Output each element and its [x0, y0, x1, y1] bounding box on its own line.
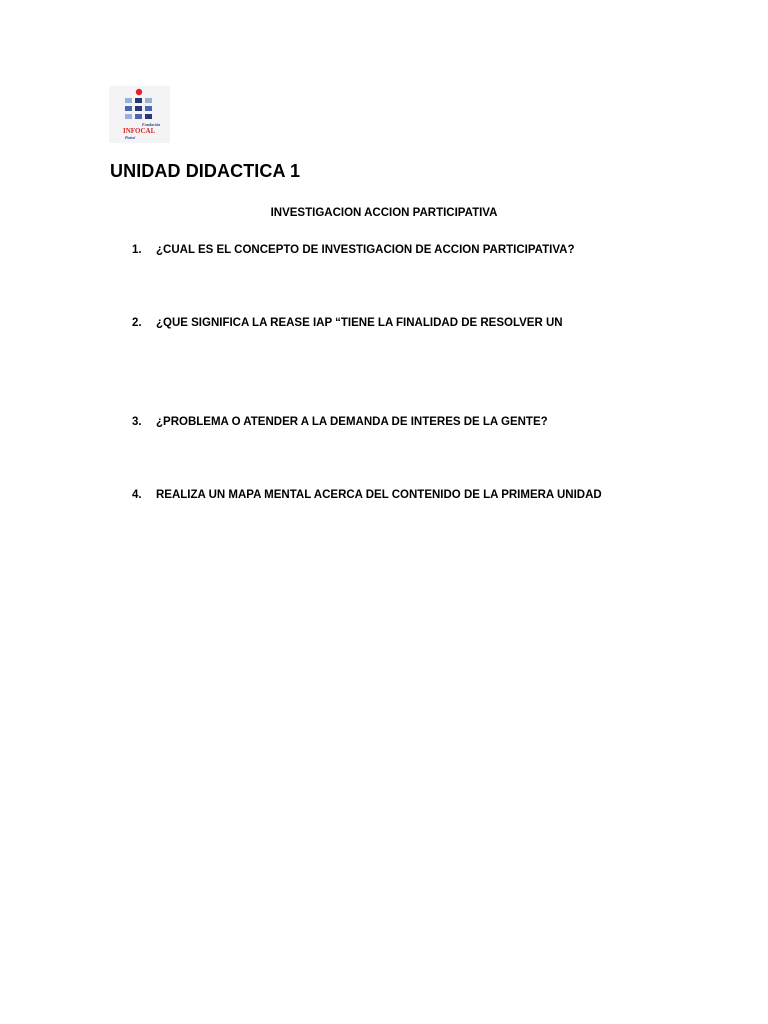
question-text: REALIZA UN MAPA MENTAL ACERCA DEL CONTENIDO DE LA PRIMERA UNIDAD: [156, 489, 602, 501]
logo-line-1: Fundación: [142, 122, 161, 127]
question-number: 3.: [132, 416, 142, 428]
question-number: 2.: [132, 317, 142, 329]
infocal-logo-graphic: [109, 86, 170, 143]
logo-line-2: INFOCAL: [123, 127, 156, 135]
question-item: [132, 489, 602, 501]
question-text: ¿CUAL ES EL CONCEPTO DE INVESTIGACION DE ACCION PARTICIPATIVA?: [156, 244, 575, 256]
question-number: 1.: [132, 244, 142, 256]
infocal-logo: [109, 86, 170, 143]
question-text: ¿PROBLEMA O ATENDER A LA DEMANDA DE INTERES DE LA GENTE?: [156, 416, 548, 428]
unit-heading: UNIDAD DIDACTICA 1: [110, 161, 301, 181]
question-number: 4.: [132, 489, 142, 501]
question-item: [132, 416, 548, 428]
question-text: ¿QUE SIGNIFICA LA REASE IAP “TIENE LA FINALIDAD DE RESOLVER UN: [156, 317, 563, 329]
unit-subtitle: INVESTIGACION ACCION PARTICIPATIVA: [270, 207, 498, 219]
logo-line-3: Potosí: [125, 135, 136, 140]
question-item: [132, 317, 563, 329]
question-item: [132, 244, 575, 256]
